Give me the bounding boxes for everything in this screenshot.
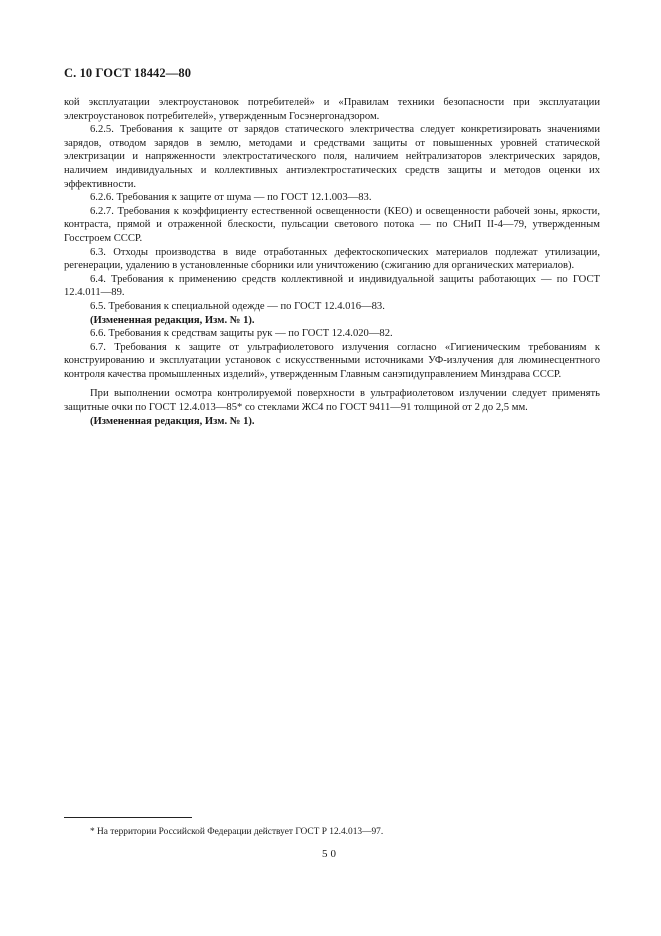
paragraph-continuation: кой эксплуатации электроустановок потребителей» и «Правилам техники безопасности при эксплуатации электроустановок потребителей», утвержденным Госэнергонадзором. [64, 97, 600, 122]
amendment-note: (Измененная редакция, Изм. № 1). [90, 314, 255, 326]
document-body [64, 96, 600, 428]
page-number: 50 [322, 848, 339, 860]
paragraph-6-4: 6.4. Требования к применению средств коллективной и индивидуальной защиты работающих — по ГОСТ 12.4.011—89. [64, 273, 600, 299]
footnote-divider [64, 817, 192, 818]
paragraph-6-7: 6.7. Требования к защите от ультрафиолетового излучения согласно «Гигиеническим требованиям к конструированию и эксплуатации установок с искусственными источниками УФ-излучения для люминесцентного контроля качества промышленных изделий», утвержденным Главным санэпидуправлением Минздрава СССР. [64, 341, 600, 380]
amendment-note: (Измененная редакция, Изм. № 1). [90, 415, 255, 427]
paragraph-uv-inspection: При выполнении осмотра контролируемой поверхности в ультрафиолетовом излучении следует применять защитные очки по ГОСТ 12.4.013—85* со стеклами ЖС4 по ГОСТ 9411—91 толщиной от 2 до 2,5 мм. [64, 388, 600, 414]
paragraph-6-2-6: 6.2.6. Требования к защите от шума — по ГОСТ 12.1.003—83. [90, 192, 372, 204]
paragraph-6-6: 6.6. Требования к средствам защиты рук — по ГОСТ 12.4.020—82. [90, 328, 393, 340]
page-header: С. 10 ГОСТ 18442—80 [64, 66, 192, 80]
paragraph-6-5: 6.5. Требования к специальной одежде — по ГОСТ 12.4.016—83. [90, 300, 385, 312]
paragraph-6-2-7: 6.2.7. Требования к коэффициенту естественной освещенности (КЕО) и освещенности рабочей зоны, яркости, контраста, прямой и отраженной блескости, пульсации светового потока — по СНиП II-4—79, утвержденным Госстроем СССР. [64, 205, 600, 244]
paragraph-6-3: 6.3. Отходы производства в виде отработанных дефектоскопических материалов подлежат утилизации, регенерации, удалению в установленные сборники или уничтожению (сжиганию для органических материалов). [64, 246, 600, 272]
footnote: * На территории Российской Федерации действует ГОСТ Р 12.4.013—97. [90, 827, 384, 837]
paragraph-6-2-5: 6.2.5. Требования к защите от зарядов статического электричества следует конкретизировать значениями зарядов, отводом зарядов в землю, методами и средствами защиты от повышенных уровней статической электризации и напряженности электростатического поля, наличием нейтрализаторов электрических зарядов, наличием индивидуальных и коллективных антиэлектростатических средств защиты и методов оценки их эффективности. [64, 124, 600, 190]
